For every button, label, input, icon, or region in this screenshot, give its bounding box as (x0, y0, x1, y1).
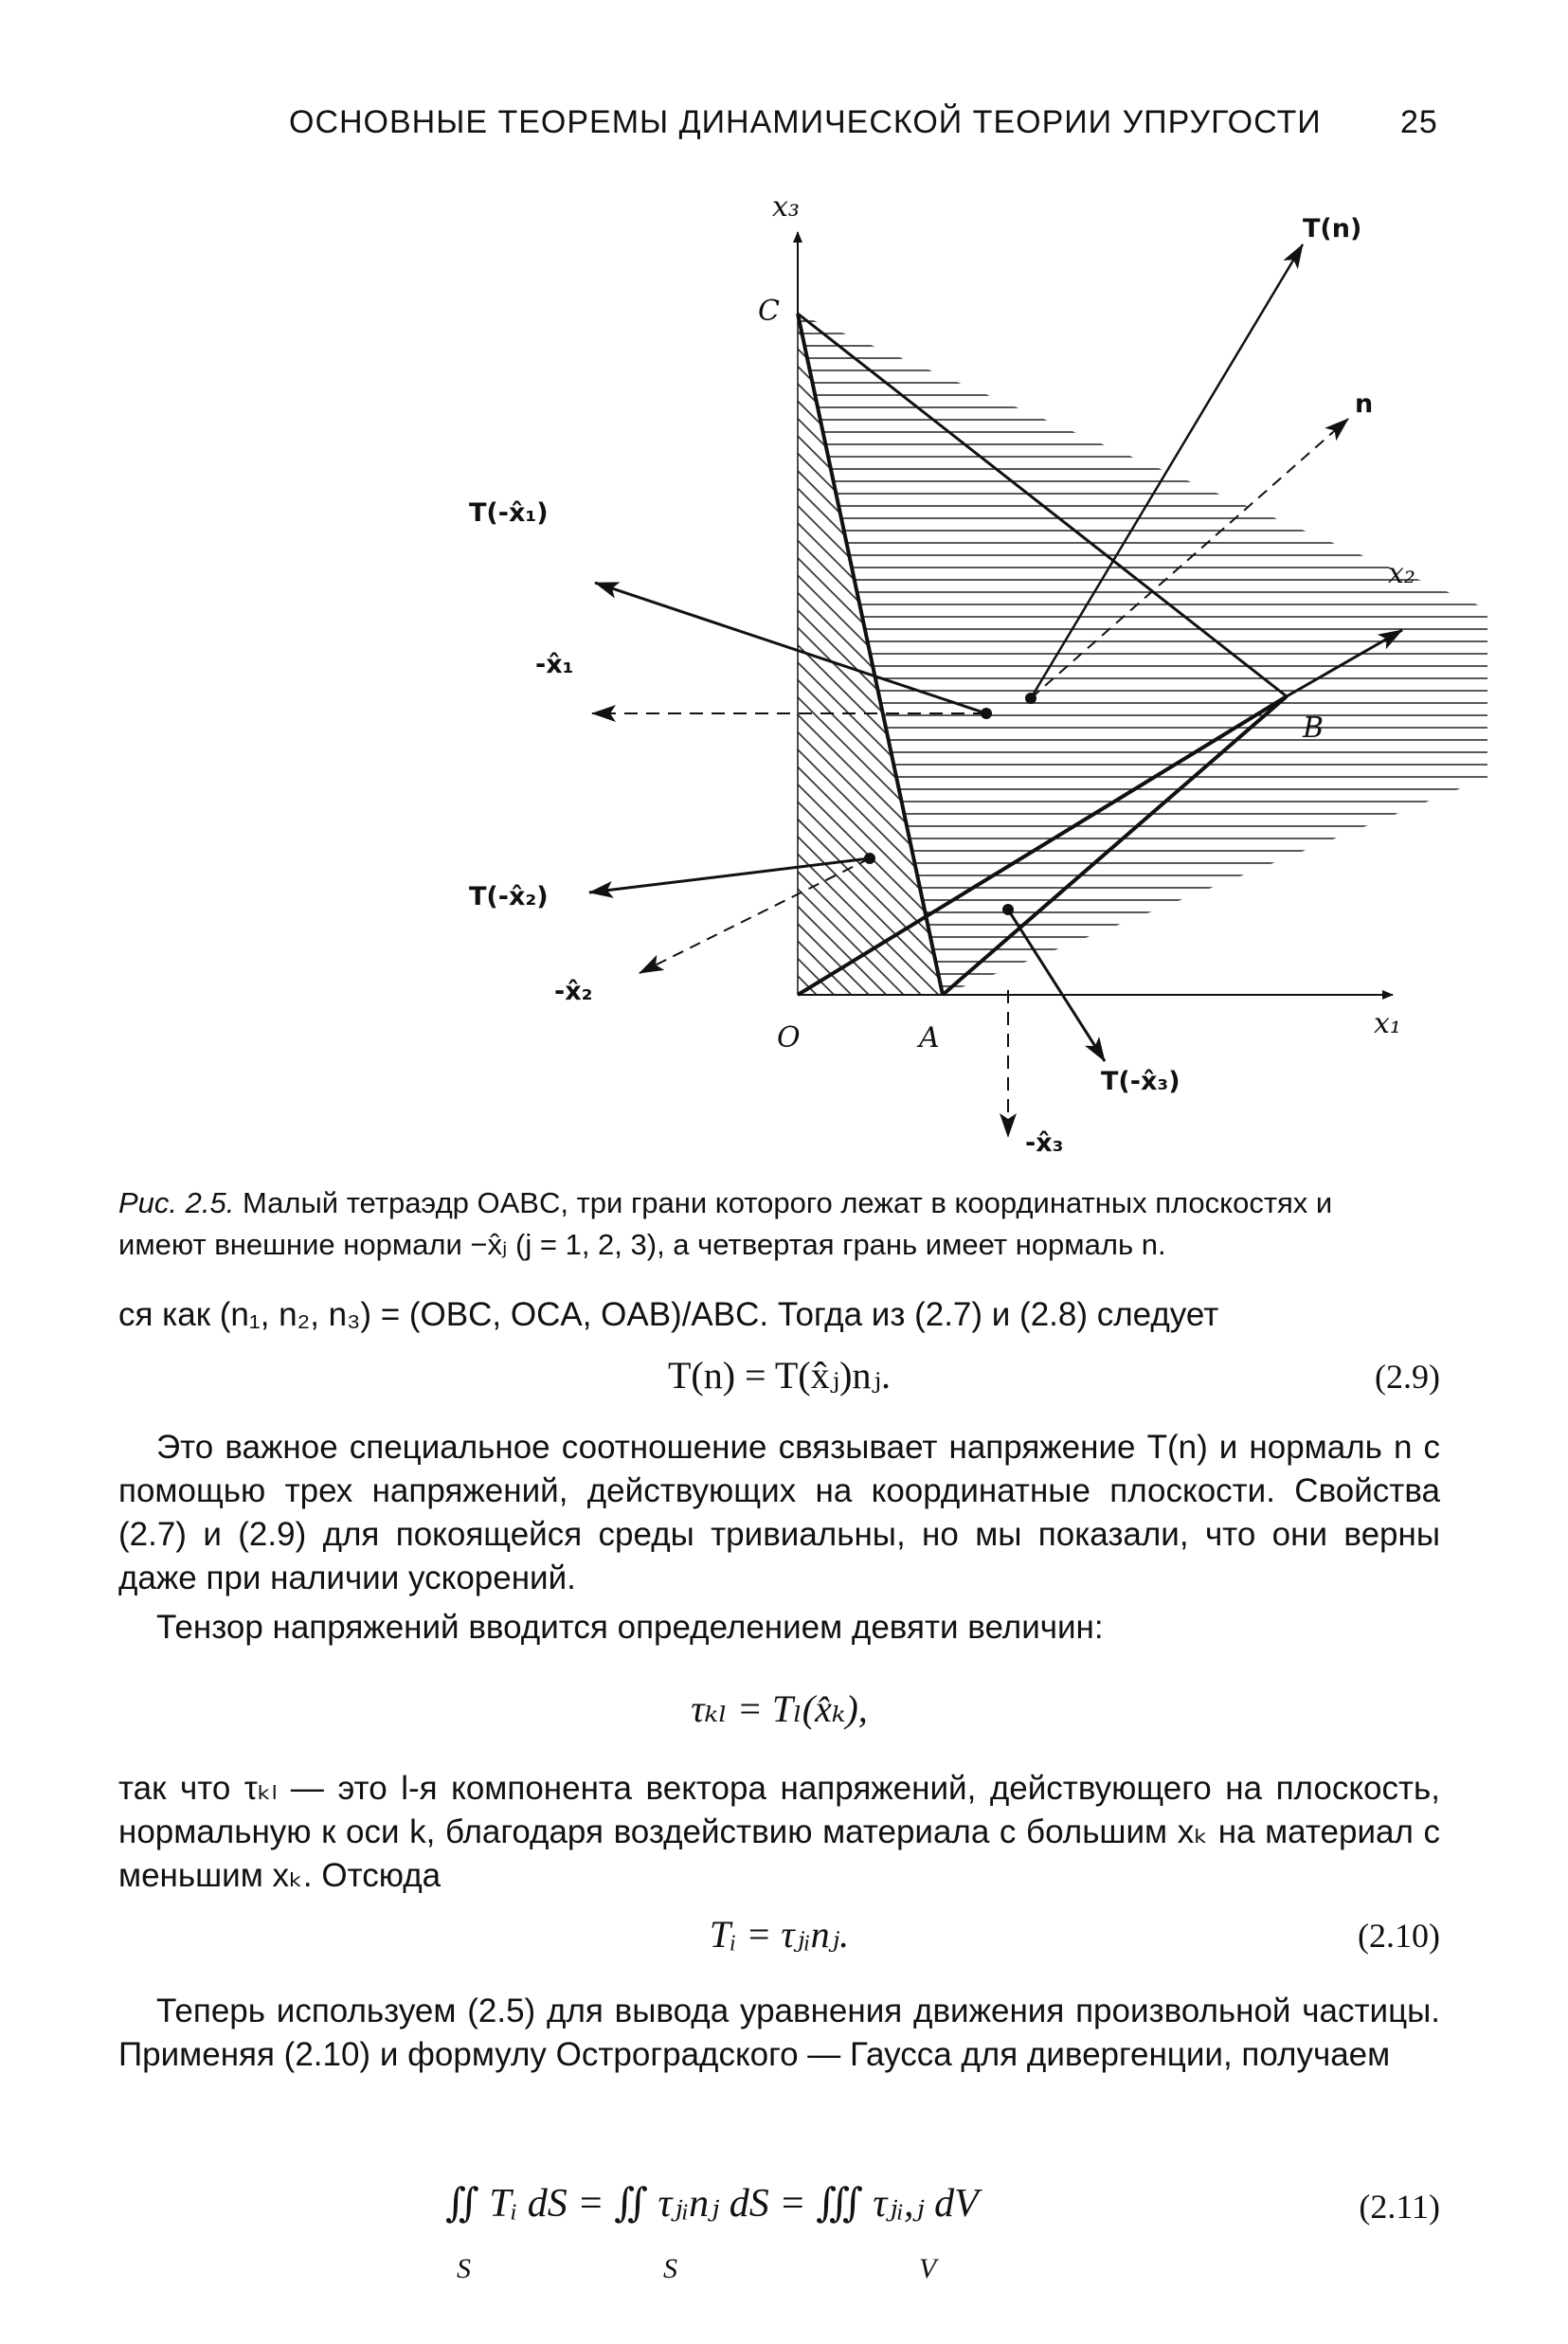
caption-line-1 (118, 1182, 1445, 1224)
page-number: 25 (1400, 104, 1438, 140)
equation-2-9-number: (2.9) (1375, 1358, 1440, 1396)
paragraph-2: Тензор напряжений вводится определением девяти величин: (156, 1609, 1104, 1646)
equation-2-11-number: (2.11) (1359, 2188, 1440, 2226)
label-neg-x3: -x̂₃ (1025, 1128, 1064, 1158)
label-c: C (758, 295, 780, 328)
equation-2-10: Tᵢ = τⱼᵢnⱼ. (709, 1913, 850, 1956)
caption-label: Рис. 2.5. (118, 1186, 235, 1219)
tetrahedron-diagram (445, 180, 1487, 1184)
header-title: ОСНОВНЫЕ ТЕОРЕМЫ ДИНАМИЧЕСКОЙ ТЕОРИИ УПРУГОСТИ (289, 104, 1322, 140)
label-neg-x2: -x̂₂ (554, 977, 593, 1006)
label-o: O (777, 1021, 801, 1055)
figure-2-5 (445, 180, 1487, 1184)
label-x1: x₁ (1374, 1007, 1401, 1040)
equation-2-11: ∬ Tᵢ dS = ∬ τⱼᵢnⱼ dS = ∭ τⱼᵢ,ⱼ dV (445, 2182, 979, 2226)
figure-caption (118, 1182, 1445, 1266)
equation-2-11-domain-2: S (663, 2253, 677, 2284)
label-b: B (1303, 712, 1325, 745)
caption-text-1: Малый тетраэдр OABC, три грани которого лежат в координатных плоскостях и (242, 1186, 1333, 1219)
equation-tau: τₖₗ = Tₗ(x̂ₖ), (691, 1687, 868, 1730)
label-n: n (1355, 389, 1374, 419)
equation-2-10-number: (2.10) (1358, 1917, 1440, 1955)
paragraph-1: Это важное специальное соотношение связывает напряжение T(n) и нормаль n с помощью трех напряжений, действующих на координатные плоскости. Свойства (2.7) и (2.9) для покоящейся среды тривиальны, но мы показали, что они верны даже при наличии ускорений. (118, 1429, 1440, 1596)
label-x3: x₃ (772, 190, 800, 224)
label-t-n: T(n) (1303, 214, 1362, 243)
equation-2-11-domain-1: S (457, 2253, 471, 2284)
label-x2: x₂ (1388, 557, 1415, 590)
point-face-x2 (864, 853, 875, 864)
paragraph-3: так что τₖₗ — это l-я компонента вектора напряжений, действующего на плоскость, нормальную к оси k, благодаря воздействию материала с большим xₖ на материал с меньшим xₖ. Отсюда (118, 1770, 1440, 1894)
point-face-n (1025, 693, 1036, 704)
point-face-x3 (1002, 904, 1014, 915)
label-t-neg-x3: T(-x̂₃) (1101, 1067, 1181, 1096)
equation-2-9: T(n) = T(x̂ⱼ)nⱼ. (667, 1354, 892, 1397)
intro-line: ся как (n₁, n₂, n₃) = (OBC, OCA, OAB)/ABC. Тогда из (2.7) и (2.8) следует (118, 1296, 1219, 1333)
paragraph-4: Теперь используем (2.5) для вывода уравнения движения произвольной частицы. Применяя (2.10) и формулу Остроградского — Гаусса для дивергенции, получаем (118, 1992, 1440, 2073)
label-t-neg-x1: T(-x̂₁) (469, 498, 549, 528)
point-face-x1 (981, 708, 992, 719)
label-neg-x1: -x̂₁ (535, 650, 574, 679)
label-t-neg-x2: T(-x̂₂) (469, 882, 549, 911)
equation-2-11-domain-3: V (919, 2253, 937, 2284)
label-a: A (919, 1021, 940, 1055)
caption-line-2: имеют внешние нормали −x̂ⱼ (j = 1, 2, 3), а четвертая грань имеет нормаль n. (118, 1228, 1166, 1261)
running-header (0, 104, 1568, 142)
